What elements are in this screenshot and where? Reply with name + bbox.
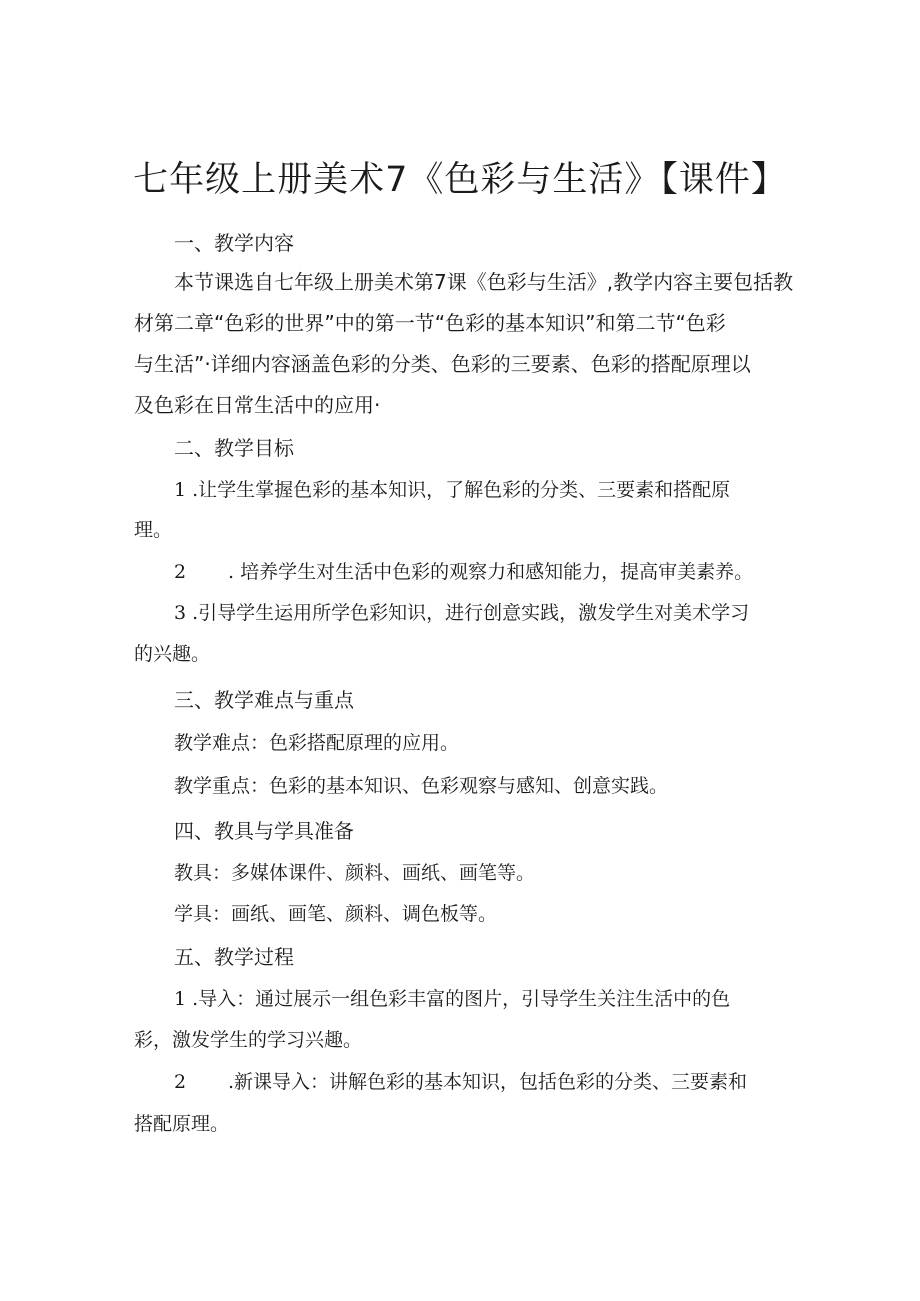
- section-heading-objectives: 二、教学目标: [174, 436, 294, 460]
- process-item-1: 1 .导入：通过展示一组色彩丰富的图片，引导学生关注生活中的色: [174, 988, 731, 1010]
- section-heading-difficulty: 三、教学难点与重点: [174, 688, 354, 712]
- objective-item-1-cont: 理。: [134, 519, 173, 541]
- paragraph-line: 及色彩在日常生活中的应用·: [134, 393, 381, 417]
- objective-item-2: . 培养学生对生活中色彩的观察力和感知能力，提高审美素养。: [228, 561, 754, 583]
- teacher-materials: 教具：多媒体课件、颜料、画纸、画笔等。: [174, 862, 536, 884]
- paragraph-line: 材第二章“色彩的世界”中的第一节“色彩的基本知识”和第二节“色彩: [134, 311, 726, 335]
- key-point-text: 教学重点：色彩的基本知识、色彩观察与感知、创意实践。: [174, 775, 669, 797]
- paragraph-line: 本节课选自七年级上册美术第7课《色彩与生活》,教学内容主要包括教: [174, 270, 794, 294]
- process-item-2-cont: 搭配原理。: [134, 1113, 230, 1135]
- section-heading-materials: 四、教具与学具准备: [174, 819, 354, 843]
- process-item-2-number: 2: [174, 1071, 187, 1093]
- paragraph-line: 与生活”·详细内容涵盖色彩的分类、色彩的三要素、色彩的搭配原理以: [134, 352, 751, 376]
- section-heading-content: 一、教学内容: [174, 231, 294, 255]
- objective-item-3-cont: 的兴趣。: [134, 643, 211, 665]
- objective-item-3: 3 .引导学生运用所学色彩知识，进行创意实践，激发学生对美术学习: [174, 602, 750, 624]
- objective-item-2-number: 2: [174, 561, 187, 583]
- document-title: 七年级上册美术7《色彩与生活》【课件】: [133, 160, 787, 200]
- process-item-2: .新课导入：讲解色彩的基本知识，包括色彩的分类、三要素和: [228, 1071, 748, 1093]
- section-heading-process: 五、教学过程: [174, 945, 294, 969]
- difficulty-text: 教学难点：色彩搭配原理的应用。: [174, 732, 460, 754]
- student-materials: 学具：画纸、画笔、颜料、调色板等。: [174, 903, 498, 925]
- process-item-1-cont: 彩，激发学生的学习兴趣。: [134, 1029, 363, 1051]
- objective-item-1: 1 .让学生掌握色彩的基本知识，了解色彩的分类、三要素和搭配原: [174, 479, 731, 501]
